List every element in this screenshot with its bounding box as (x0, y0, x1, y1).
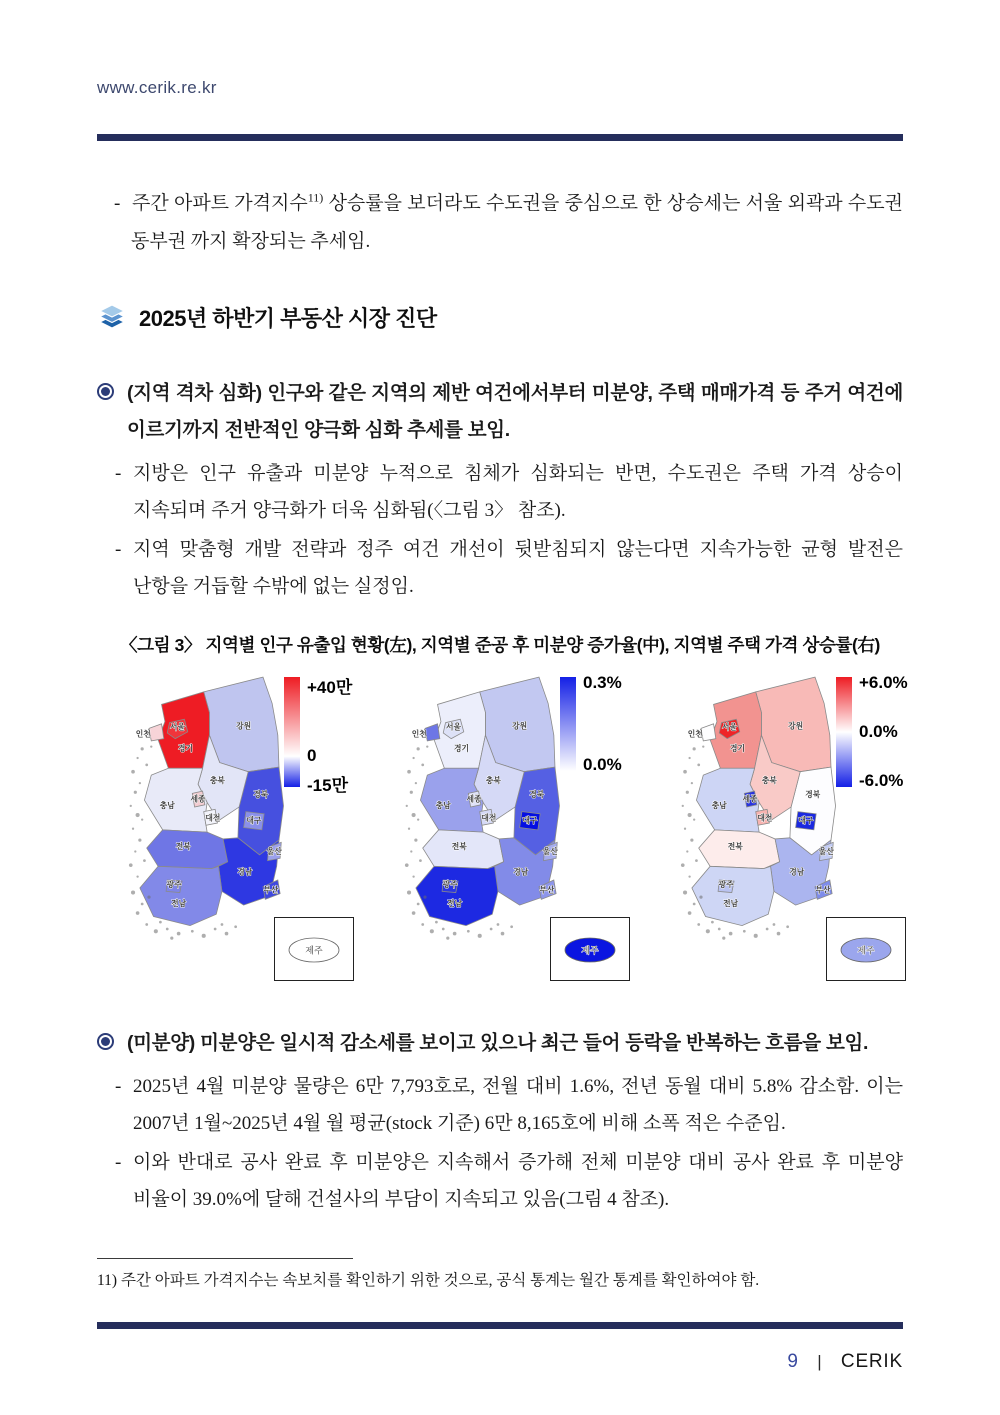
region-label-chungnam: 충남 (711, 800, 727, 810)
region-label-incheon: 인천 (687, 728, 703, 738)
jeju-inset (274, 917, 354, 981)
region-label-chungnam: 충남 (435, 800, 451, 810)
island-speckle (421, 923, 424, 926)
island-speckle (510, 925, 513, 928)
island-speckle (697, 923, 700, 926)
figure-caption: 〈그림 3〉 지역별 인구 유출입 현황(左), 지역별 준공 후 미분양 증가율(中), 지역별 주택 가격 상승률(右) (120, 634, 880, 655)
island-speckle (141, 902, 144, 905)
region-label-daegu: 대구 (798, 815, 814, 825)
island-speckle (202, 933, 206, 937)
island-speckle (154, 929, 158, 933)
region-label-gyeongnam: 경남 (237, 866, 253, 876)
sub-bullet-text: 지방은 인구 유출과 미분양 누적으로 침체가 심화되는 반면, 수도권은 주택 가격 상승이 지속되며 주거 양극화가 더욱 심화됨(〈그림 3〉 참조). (133, 463, 903, 522)
island-speckle (681, 863, 685, 867)
region-label-ulsan: 울산 (266, 846, 282, 856)
layers-icon (97, 304, 127, 332)
island-speckle (234, 925, 237, 928)
island-speckle (191, 929, 194, 932)
island-speckle (426, 745, 428, 747)
color-scale-legend (560, 672, 655, 774)
island-speckle (417, 747, 420, 750)
island-speckle (446, 936, 449, 939)
region-jeonnam (416, 866, 498, 925)
island-speckle (143, 859, 146, 862)
figure-3 (0, 632, 1000, 991)
region-label-busan: 부산 (815, 885, 831, 895)
region-label-gyeongbuk: 경북 (253, 789, 269, 799)
island-speckle (686, 850, 688, 852)
island-speckle (414, 838, 417, 841)
island-speckle (214, 927, 217, 930)
region-label-ulsan: 울산 (818, 846, 834, 856)
region-label-jeonbuk: 전북 (451, 841, 467, 851)
section-title: 2025년 하반기 부동산 시장 진단 (139, 306, 437, 332)
intro-text: 주간 아파트 가격지수 (132, 193, 308, 214)
footer (97, 1351, 903, 1373)
island-speckle (136, 875, 138, 877)
island-speckle (684, 827, 686, 829)
region-jeonnam (692, 866, 774, 925)
region-incheon (149, 723, 164, 740)
island-speckle (442, 927, 445, 930)
region-label-jeju: 제주 (305, 945, 323, 955)
island-speckle (683, 769, 687, 773)
island-speckle (412, 812, 416, 816)
island-speckle (786, 925, 789, 928)
footer-divider: | (817, 1351, 822, 1371)
bullet-region-gap (97, 375, 903, 449)
region-label-sejong: 세종 (190, 793, 206, 803)
island-speckle (690, 838, 693, 841)
legend-label: -15만 (307, 775, 348, 795)
region-label-chungbuk: 충북 (209, 775, 225, 785)
island-speckle (141, 818, 143, 820)
region-label-gwangju: 광주 (166, 879, 182, 889)
region-label-incheon: 인천 (135, 728, 151, 738)
region-label-gyeonggi: 경기 (729, 743, 745, 753)
region-label-seoul: 서울 (722, 722, 737, 732)
sub-bullet (97, 531, 903, 605)
island-speckle (691, 781, 693, 783)
region-label-daejeon: 대전 (757, 813, 773, 823)
legend-label: 0.0% (859, 721, 898, 741)
map-price-change (644, 669, 920, 991)
bullet-icon (97, 383, 114, 400)
bullet-text: 인구와 같은 지역의 제반 여건에서부터 미분양, 주택 매매가격 등 주거 여건에 이르기까지 전반적인 양극화 심화 추세를 보임. (127, 382, 903, 442)
island-speckle (145, 923, 148, 926)
island-speckle (693, 747, 696, 750)
bullet-text: 미분양은 일시적 감소세를 보이고 있으나 최근 들어 등락을 반복하는 흐름을 보임. (200, 1031, 869, 1054)
island-speckle (743, 929, 746, 932)
region-label-gangwon: 강원 (512, 720, 528, 730)
region-label-chungbuk: 충북 (485, 775, 501, 785)
island-speckle (225, 931, 229, 935)
region-label-seoul: 서울 (170, 722, 185, 732)
dash-marker: - (114, 193, 121, 214)
region-label-busan: 부산 (539, 885, 555, 895)
island-speckle (138, 838, 141, 841)
island-speckle (421, 763, 424, 766)
island-speckle (136, 911, 140, 915)
section-heading (97, 302, 903, 333)
sub-bullet (97, 1144, 903, 1218)
sub-bullet-text: 2025년 4월 미분양 물량은 6만 7,793호로, 전월 대비 1.6%, 전년 동월 대비 5.8% 감소함. 이는 2007년 1월~2025년 4월 월 평균(stock 기준) 6만 8,165호에 비해 소폭 적은 수준임. (133, 1075, 903, 1134)
region-label-jeonbuk: 전북 (727, 841, 743, 851)
island-speckle (501, 931, 505, 935)
legend-gradient-bar (284, 677, 300, 787)
island-speckle (766, 927, 769, 930)
island-speckle (166, 927, 169, 930)
sub-bullet-text: 이와 반대로 공사 완료 후 미분양은 지속해서 증가해 전체 미분양 대비 공사 완료 후 미분양 비율이 39.0%에 달해 건설사의 부담이 지속되고 있음(그림 4 참조). (133, 1151, 903, 1210)
island-speckle (407, 769, 411, 773)
region-label-gyeongnam: 경남 (789, 866, 805, 876)
region-label-gyeongbuk: 경북 (529, 789, 545, 799)
island-speckle (150, 745, 152, 747)
region-label-chungbuk: 충북 (761, 775, 777, 785)
jeju-inset (826, 917, 906, 981)
region-label-jeonbuk: 전북 (175, 841, 191, 851)
island-speckle (773, 923, 776, 926)
region-label-daejeon: 대전 (205, 813, 221, 823)
island-speckle (410, 790, 413, 793)
island-speckle (688, 756, 690, 758)
island-speckle (686, 790, 689, 793)
island-speckle (688, 812, 692, 816)
island-speckle (683, 890, 687, 894)
island-speckle (453, 931, 457, 935)
legend-label: -6.0% (859, 770, 904, 790)
island-speckle (147, 895, 150, 898)
region-label-jeonnam: 전남 (447, 898, 463, 908)
legend-label: 0 (307, 745, 317, 765)
dash-marker: - (115, 1075, 122, 1097)
island-speckle (136, 812, 140, 816)
island-speckle (131, 890, 135, 894)
island-speckle (697, 763, 700, 766)
island-speckle (423, 895, 426, 898)
island-speckle (706, 929, 710, 933)
region-label-ulsan: 울산 (542, 846, 558, 856)
region-label-gyeonggi: 경기 (453, 743, 469, 753)
island-speckle (139, 781, 141, 783)
island-speckle (170, 936, 173, 939)
island-speckle (412, 756, 414, 758)
island-speckle (407, 890, 411, 894)
region-label-sejong: 세종 (742, 793, 758, 803)
map-unsold-increase (368, 669, 644, 991)
island-speckle (729, 931, 733, 935)
region-label-gangwon: 강원 (788, 720, 804, 730)
island-speckle (693, 818, 695, 820)
map-population-net-flow (92, 669, 368, 991)
island-speckle (408, 827, 410, 829)
island-speckle (478, 933, 482, 937)
island-speckle (490, 927, 493, 930)
region-incheon (425, 723, 440, 740)
island-speckle (134, 850, 136, 852)
island-speckle (406, 804, 408, 806)
footnote: 11) 주간 아파트 가격지수는 속보치를 확인하기 위한 것으로, 공식 통계는 월간 통계를 확인하여야 함. (97, 1271, 760, 1289)
region-label-daejeon: 대전 (481, 813, 497, 823)
header-url: www.cerik.re.kr (97, 78, 217, 97)
island-speckle (419, 859, 422, 862)
legend-gradient-bar (836, 677, 852, 787)
island-speckle (695, 859, 698, 862)
sub-bullet-text: 지역 맞춤형 개발 전략과 정주 여건 개선이 뒷받침되지 않는다면 지속가능한 균형 발전은 난항을 거듭할 수밖에 없는 실정임. (133, 539, 903, 598)
header-rule (97, 134, 903, 141)
island-speckle (412, 875, 414, 877)
island-speckle (718, 927, 721, 930)
legend-gradient-bar (560, 677, 576, 771)
island-speckle (417, 902, 420, 905)
region-label-jeju: 제주 (857, 945, 875, 955)
region-label-chungnam: 충남 (159, 800, 175, 810)
bullet-unsold (97, 1025, 903, 1062)
brand: CERIK (840, 1350, 903, 1372)
region-label-seoul: 서울 (446, 722, 461, 732)
region-label-jeju: 제주 (581, 945, 599, 955)
island-speckle (688, 911, 692, 915)
island-speckle (159, 920, 162, 923)
figure-maps (92, 669, 922, 991)
legend-label: 0.3% (583, 672, 622, 692)
bullet-icon (97, 1033, 114, 1050)
footnote-divider (97, 1258, 353, 1259)
region-label-gyeongbuk: 경북 (805, 789, 821, 799)
footnote-ref: 11) (307, 190, 324, 205)
region-label-daegu: 대구 (522, 815, 538, 825)
island-speckle (777, 931, 781, 935)
island-speckle (412, 911, 416, 915)
island-speckle (136, 756, 138, 758)
island-speckle (177, 931, 181, 935)
dash-marker: - (115, 1151, 122, 1173)
island-speckle (417, 818, 419, 820)
island-speckle (405, 863, 409, 867)
legend-label: 0.0% (583, 754, 622, 774)
intro-paragraph (97, 185, 903, 260)
island-speckle (134, 790, 137, 793)
bullet-label: (지역 격차 심화) (127, 382, 262, 405)
dash-marker: - (115, 463, 122, 485)
island-speckle (699, 895, 702, 898)
island-speckle (132, 827, 134, 829)
island-speckle (435, 920, 438, 923)
sub-bullet (97, 1068, 903, 1142)
region-label-gyeonggi: 경기 (177, 743, 193, 753)
sub-bullet (97, 455, 903, 529)
region-incheon (701, 723, 716, 740)
island-speckle (129, 863, 133, 867)
island-speckle (145, 763, 148, 766)
color-scale-legend (284, 677, 379, 795)
island-speckle (221, 923, 224, 926)
island-speckle (467, 929, 470, 932)
footer-rule (97, 1322, 903, 1329)
jeju-inset (550, 917, 630, 981)
island-speckle (754, 933, 758, 937)
island-speckle (141, 747, 144, 750)
intro-text-cont: 상승률을 보더라도 수도권을 중심으로 한 상승세는 서울 외곽과 수도권 동부권 까지 확장되는 추세임. (131, 193, 903, 252)
page-number: 9 (787, 1350, 798, 1372)
region-label-gwangju: 광주 (718, 879, 734, 889)
region-label-daegu: 대구 (246, 815, 262, 825)
island-speckle (702, 745, 704, 747)
region-label-gangwon: 강원 (236, 720, 252, 730)
region-label-busan: 부산 (263, 885, 279, 895)
island-speckle (688, 875, 690, 877)
island-speckle (497, 923, 500, 926)
region-jeonnam (140, 866, 222, 925)
island-speckle (722, 936, 725, 939)
legend-label: +40만 (307, 677, 353, 697)
color-scale-legend (836, 672, 931, 790)
island-speckle (410, 850, 412, 852)
region-label-gyeongnam: 경남 (513, 866, 529, 876)
legend-label: +6.0% (859, 672, 908, 692)
island-speckle (430, 929, 434, 933)
island-speckle (682, 804, 684, 806)
dash-marker: - (115, 539, 122, 561)
island-speckle (711, 920, 714, 923)
bullet-label: (미분양) (127, 1031, 195, 1054)
region-label-incheon: 인천 (411, 728, 427, 738)
island-speckle (131, 769, 135, 773)
region-label-sejong: 세종 (466, 793, 482, 803)
region-label-jeonnam: 전남 (171, 898, 187, 908)
region-label-gwangju: 광주 (442, 879, 458, 889)
sub-bullet-list (97, 1068, 903, 1218)
region-label-jeonnam: 전남 (723, 898, 739, 908)
island-speckle (130, 804, 132, 806)
island-speckle (693, 902, 696, 905)
island-speckle (415, 781, 417, 783)
sub-bullet-list (97, 455, 903, 605)
